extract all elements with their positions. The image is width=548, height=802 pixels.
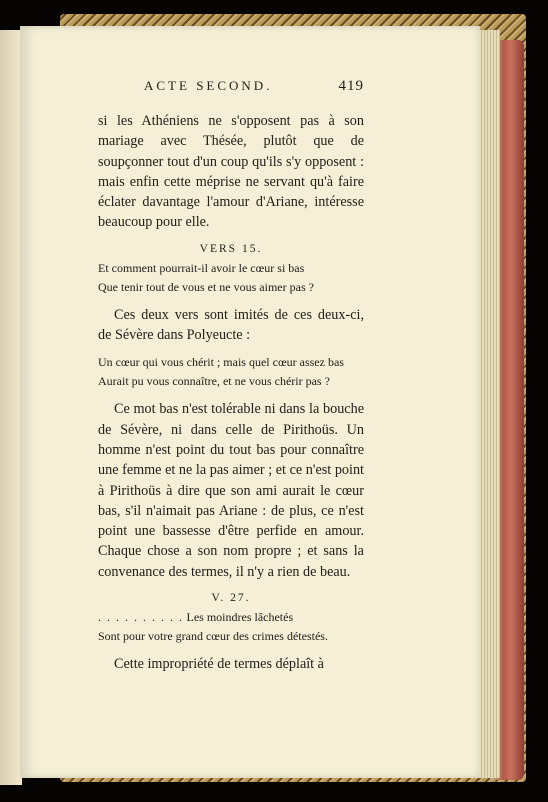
page-text [98,78,364,674]
page-number: 419 [338,78,364,94]
verse-line: Sont pour votre grand cœur des crimes détestés. [98,629,328,644]
verse-line: Un cœur qui vous chérit ; mais quel cœur assez bas [98,355,344,370]
verse-line: Et comment pourrait-il avoir le cœur si bas [98,260,305,275]
verse-quote-2 [98,353,364,391]
verse-quote-1 [98,259,364,297]
verse-text: Les moindres lâchetés [186,610,294,625]
verse-line [98,608,364,627]
left-page-edge [0,30,22,785]
paragraph-1: si les Athéniens ne s'opposent pas à son mariage avec Thésée, plutôt que de soupçonner tout d'un coup qu'ils s'y opposent : mais enfin cette méprise ne servant qu'à faire éclater davantage l'amour d'Ariane, intéresse beaucoup pour elle. [98,113,364,231]
running-title: ACTE SECOND. [144,78,273,93]
verse-quote-3 [98,608,364,646]
verse-line: Aurait pu vous connaître, et ne vous chérir pas ? [98,374,330,389]
running-header [98,78,364,95]
section-heading-vers-15: VERS 15. [199,242,263,255]
paragraph-3: Ce mot bas n'est tolérable ni dans la bouche de Sévère, ni dans celle de Pirithoüs. Un homme n'est point du tout bas pour connaître une femme et ne la pas aimer ; et ce n'est point à Pirithoüs à dire que son ami aurait le cœur bas, s'il n'aimait pas Ariane : de plus, ce n'est point une bassesse d'être perfide en amour. Chaque chose a son nom propre ; et sans la convenance des termes, il n'y a rien de beau. [98,401,364,580]
ellipsis-dots: . . . . . . . . . . [98,610,184,625]
section-heading-v-27: V. 27. [211,592,251,605]
verse-line: Que tenir tout de vous et ne vous aimer pas ? [98,279,314,294]
paragraph-2: Ces deux vers sont imités de ces deux-ci, de Sévère dans Polyeucte : [98,306,364,344]
paragraph-4: Cette impropriété de termes déplaît à [114,656,324,673]
